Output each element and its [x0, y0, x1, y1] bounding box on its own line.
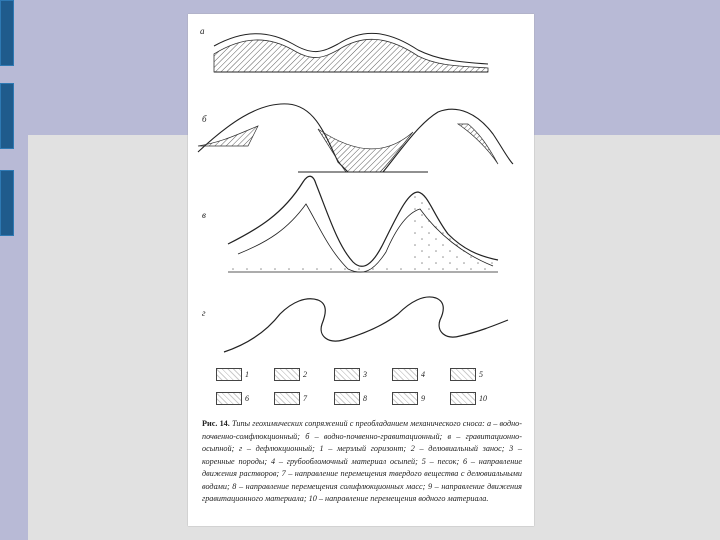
legend-number: 1: [245, 370, 249, 379]
legend-swatch: [274, 392, 300, 405]
legend-number: 5: [479, 370, 483, 379]
legend-swatch: [216, 368, 242, 381]
legend-swatch: [450, 368, 476, 381]
legend-item: [274, 368, 307, 381]
legend-item: [334, 368, 367, 381]
legend-swatch: [334, 368, 360, 381]
legend-swatch: [392, 392, 418, 405]
figure-drawing: [188, 14, 534, 414]
legend-number: 3: [363, 370, 367, 379]
legend-swatch: [274, 368, 300, 381]
legend-item: [450, 368, 483, 381]
legend-swatch: [334, 392, 360, 405]
legend-swatch: [450, 392, 476, 405]
panel-d-diagram: [224, 297, 508, 352]
legend-item: [216, 368, 249, 381]
legend-item: [392, 368, 425, 381]
panel-c-diagram: [228, 176, 498, 272]
side-accent-block: [0, 0, 14, 66]
side-accent-block: [0, 170, 14, 236]
legend-swatch: [392, 368, 418, 381]
legend-item: [392, 392, 425, 405]
legend-number: 10: [479, 394, 487, 403]
figure-caption: [202, 418, 522, 506]
caption-text: Типы геохимических сопряжений с преобладанием механического сноса: а – водно-почвенно-сомфлюкционный; б – водно-почвенно-гравитационный; в – гравитационно-осыпной; г – дефлюкционный; 1 – мерзлый горизонт; 2 – делювиальный занос; 3 – коренные породы; 4 – грубообломочный материал осыпей; 5 – песок; 6 – направление движения растворов; 7 – направление перемещения твердого вещества с делювиальными водами; 8 – направление перемещения солифлюкционных масс; 9 – направление движения гравитационного материала; 10 – направление перемещения водного материала.: [202, 419, 523, 503]
legend-number: 6: [245, 394, 249, 403]
panel-b-diagram: [198, 104, 513, 172]
legend-number: 7: [303, 394, 307, 403]
legend-swatch: [216, 392, 242, 405]
legend-item: [274, 392, 307, 405]
legend-number: 8: [363, 394, 367, 403]
legend-number: 4: [421, 370, 425, 379]
legend-item: [216, 392, 249, 405]
panel-a-diagram: [214, 33, 488, 72]
scanned-page: [188, 14, 534, 526]
caption-title: Рис. 14.: [202, 419, 230, 428]
panel-label-a: а: [200, 26, 205, 36]
side-accent-block: [0, 83, 14, 149]
legend-number: 2: [303, 370, 307, 379]
panel-label-b: б: [202, 114, 207, 124]
legend-number: 9: [421, 394, 425, 403]
legend-item: [334, 392, 367, 405]
legend-item: [450, 392, 487, 405]
panel-label-c: в: [202, 210, 206, 220]
panel-label-d: г: [202, 308, 206, 318]
